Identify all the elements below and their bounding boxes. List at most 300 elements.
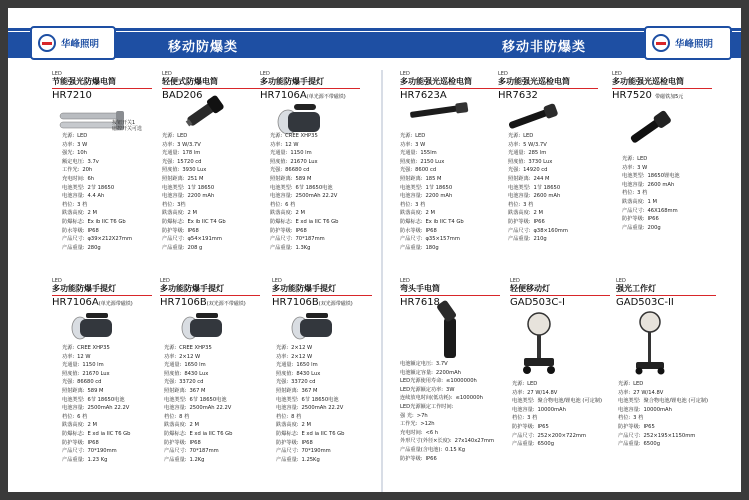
spec-value: 6 档	[77, 413, 88, 420]
spec-key: 光源:	[276, 345, 289, 351]
spec-key: 额定电压:	[62, 158, 85, 165]
name-underline	[162, 88, 262, 89]
spec-value: 15720 cd	[177, 158, 202, 165]
name-underline	[52, 295, 152, 296]
spec-row	[400, 377, 494, 386]
spec-row	[622, 224, 680, 233]
product-image-hr7106b-magnet	[290, 312, 340, 342]
product-model: GAD503C-II	[616, 297, 674, 308]
spec-row	[276, 447, 344, 456]
spec-key: 光通量:	[164, 362, 182, 369]
spec-key: 电池容量:	[164, 405, 187, 412]
spec-key: LED光源额定功率:	[400, 386, 444, 393]
led-tag: LED	[272, 278, 282, 284]
spec-row	[164, 387, 232, 396]
spec-key: 产品尺寸:	[162, 236, 185, 243]
spec-value: 2600 mAh	[647, 181, 675, 188]
product-model: HR7106B(双光源带磁铁)	[272, 297, 353, 308]
spec-value: 1节 18650	[187, 184, 215, 191]
spec-key: 档位:	[62, 201, 75, 208]
spec-key: 产品重量:	[62, 244, 85, 251]
spec-key: 档位:	[622, 190, 635, 197]
spec-key: 产品尺寸:	[512, 432, 535, 439]
spec-row	[508, 175, 568, 184]
spec-key: 光强:	[62, 379, 75, 386]
spec-value: 21670 Lux	[290, 158, 318, 165]
spec-value: φ54×191mm	[187, 236, 222, 243]
product-name: 多功能强光巡检电筒	[400, 77, 472, 86]
spec-row	[164, 430, 232, 439]
spec-key: 电池额定电压:	[400, 361, 433, 367]
spec-value: 8 档	[291, 413, 302, 420]
name-underline	[400, 295, 500, 296]
spec-value: 251 M	[187, 175, 204, 182]
spec-key: 外形尺寸(外径×长度):	[400, 438, 452, 445]
spec-key: 照度值:	[164, 370, 182, 377]
spec-value: 3 档	[633, 415, 644, 422]
spec-row	[508, 192, 568, 201]
spec-row	[162, 158, 226, 167]
spec-list	[62, 132, 132, 252]
brand-logo-left	[30, 26, 116, 60]
spec-row	[622, 155, 680, 164]
spec-row	[276, 421, 344, 430]
spec-key: 防护等级:	[618, 423, 641, 430]
spec-value: LED	[415, 133, 426, 139]
spec-row	[400, 360, 494, 369]
spec-row	[512, 432, 602, 441]
spec-key: 光强:	[270, 167, 283, 174]
spec-row	[270, 244, 338, 253]
spec-key: 产品尺寸:	[62, 448, 85, 455]
spec-key: 产品重量:	[164, 456, 187, 463]
spec-key: 档位:	[400, 201, 413, 208]
spec-value: 252×195×1150mm	[643, 432, 696, 439]
product-card	[612, 71, 728, 103]
spec-row	[508, 141, 568, 150]
spec-key: 照射距离:	[508, 175, 531, 182]
spec-value: 3930 Lux	[182, 167, 207, 174]
spec-list	[400, 132, 464, 252]
spec-key: LED光源使用寿命:	[400, 378, 444, 385]
header-band	[8, 24, 741, 62]
spec-value: 3.7v	[87, 158, 99, 165]
spec-key: 功率:	[270, 141, 283, 148]
spec-value: 70*190mm	[301, 448, 331, 455]
spec-row	[164, 413, 232, 422]
spec-row	[400, 394, 494, 403]
spec-key: 光强:	[162, 158, 175, 165]
spec-key: 光源:	[270, 133, 283, 139]
spec-value: 280g	[87, 244, 101, 251]
spec-row	[276, 370, 344, 379]
spec-row	[62, 132, 132, 141]
product-image-hr7618	[434, 298, 474, 360]
spec-row	[276, 387, 344, 396]
spec-key: 跌落高度:	[508, 210, 531, 217]
spec-key: 产品尺寸:	[618, 432, 641, 439]
spec-value: 6500g	[537, 441, 554, 448]
spec-row	[622, 164, 680, 173]
spec-key: 功率:	[162, 141, 175, 148]
spec-row	[276, 353, 344, 362]
product-name: 弯头手电筒	[400, 284, 440, 293]
spec-value: 27 W/14.8V	[633, 389, 664, 396]
spec-key: 电池容量:	[618, 406, 641, 413]
spec-key: 档位:	[62, 413, 75, 420]
spec-key: 电池类型:	[62, 396, 85, 403]
spec-value: 1.23 Kg	[87, 456, 108, 463]
spec-key: 光源:	[618, 381, 631, 387]
spec-value: 6500g	[643, 441, 660, 448]
spec-value: 3 档	[637, 190, 648, 197]
spec-row	[400, 386, 494, 395]
spec-value: 244 M	[533, 175, 550, 182]
spec-key: 光通量:	[400, 150, 418, 157]
spec-row	[162, 244, 226, 253]
spec-row	[164, 439, 232, 448]
spec-row	[162, 235, 226, 244]
spec-key: 照度值:	[508, 158, 526, 165]
spec-key: 跌落高度:	[622, 198, 645, 205]
switch-note: 按钮开关1 磁控开关可选	[112, 120, 143, 132]
spec-row	[62, 192, 132, 201]
spec-key: 充电时间:	[400, 429, 423, 436]
spec-value: 14920 cd	[523, 167, 548, 174]
led-tag: LED	[616, 278, 626, 284]
spec-key: 档位:	[270, 201, 283, 208]
spec-row	[512, 440, 602, 449]
spec-value: 3 W	[415, 141, 426, 148]
spec-value: Ex ib IIC T6 Gb	[87, 218, 126, 225]
spec-key: 防护等级:	[162, 227, 185, 234]
spec-row	[270, 166, 338, 175]
spec-row	[508, 235, 568, 244]
product-model: GAD503C-I	[510, 297, 565, 308]
spec-key: 功率:	[622, 164, 635, 171]
spec-key: 照射距离:	[162, 175, 185, 182]
name-underline	[260, 88, 360, 89]
spec-key: 光通量:	[62, 362, 80, 369]
spec-row	[62, 166, 132, 175]
spec-row	[270, 141, 338, 150]
name-underline	[616, 295, 716, 296]
spec-row	[400, 403, 494, 412]
spec-row	[164, 370, 232, 379]
spec-row	[512, 414, 602, 423]
spec-key: 产品尺寸:	[400, 236, 423, 243]
spec-value: 6节 18650电池	[301, 396, 339, 403]
spec-key: 跌落高度:	[62, 210, 85, 217]
spec-key: 光通量:	[162, 150, 180, 157]
spec-key: 电池容量:	[62, 405, 85, 412]
spec-key: 档位:	[276, 413, 289, 420]
spec-row	[62, 235, 132, 244]
spec-row	[400, 132, 464, 141]
spec-value: 2节 18650	[87, 184, 115, 191]
section-title-non-explosion-proof: 移动非防爆类	[502, 40, 587, 55]
spec-row	[622, 189, 680, 198]
name-underline	[272, 295, 372, 296]
spec-row	[400, 412, 494, 421]
spec-value: 2 M	[87, 422, 97, 429]
spec-key: 光源:	[62, 345, 75, 351]
spec-key: 电池类型:	[400, 184, 423, 191]
spec-row	[512, 406, 602, 415]
spec-row	[400, 192, 464, 201]
spec-row	[400, 437, 494, 446]
spec-value: 聚合物电池/锂电池 (可定制)	[643, 398, 709, 405]
spec-row	[62, 456, 130, 465]
spec-key: 产品重量:	[618, 441, 641, 448]
spec-value: 1.2Kg	[189, 456, 205, 463]
spec-value: 20h	[82, 167, 93, 174]
spec-value: 6节 18650电池	[189, 396, 227, 403]
spec-row	[400, 429, 494, 438]
spec-value: IP68	[187, 227, 199, 234]
spec-value: 70*187mm	[295, 236, 325, 243]
spec-key: 防爆标志:	[162, 218, 185, 225]
spec-value: 367 M	[189, 387, 206, 394]
spec-key: 功率:	[400, 141, 413, 148]
spec-value: IP68	[301, 439, 313, 446]
product-card	[260, 71, 376, 103]
spec-row	[618, 423, 708, 432]
spec-key: 电池容量:	[276, 405, 299, 412]
spec-key: 电池容量:	[400, 193, 423, 200]
spec-list	[270, 132, 338, 252]
spec-value: 10h	[77, 150, 88, 157]
spec-key: 防爆标志:	[62, 430, 85, 437]
spec-row	[162, 201, 226, 210]
spec-key: 功率:	[62, 353, 75, 360]
spec-key: 功率:	[512, 389, 525, 396]
spec-row	[618, 397, 708, 406]
spec-key: 电池类型:	[270, 184, 293, 191]
led-tag: LED	[260, 71, 270, 77]
product-card	[160, 278, 276, 310]
spec-value: 70*190mm	[87, 448, 117, 455]
spec-value: Ex ib IIC T4 Gb	[425, 218, 464, 225]
spec-key: 电池类型:	[618, 398, 641, 405]
spec-value: 3 档	[77, 201, 88, 208]
spec-key: 防护等级:	[270, 227, 293, 234]
spec-value: 180g	[425, 244, 439, 251]
spec-key: 光强:	[400, 167, 413, 174]
product-image-hr7106b	[180, 312, 230, 342]
spec-key: 电池容量:	[622, 181, 645, 188]
spec-key: 电池容量:	[508, 193, 531, 200]
spec-value: 2×12 W	[179, 353, 201, 360]
brand-logo-right	[644, 26, 732, 60]
spec-row	[400, 446, 494, 455]
spec-value: 18650锂电池	[647, 173, 680, 180]
spec-row	[62, 447, 130, 456]
spec-row	[400, 166, 464, 175]
spec-row	[270, 201, 338, 210]
spec-value: 3730 Lux	[528, 158, 553, 165]
spec-row	[276, 456, 344, 465]
spec-key: 光强:	[508, 167, 521, 174]
spec-key: 档位:	[164, 413, 177, 420]
spec-value: 8430 Lux	[184, 370, 209, 377]
spec-value: 3 档	[523, 201, 534, 208]
spec-value: 10000mAh	[643, 406, 672, 413]
product-model: HR7520 带磁铁加5元	[612, 90, 684, 101]
spec-row	[62, 396, 130, 405]
spec-row	[400, 149, 464, 158]
brand-mark-icon	[652, 34, 670, 52]
spec-row	[400, 420, 494, 429]
spec-row	[508, 227, 568, 236]
spec-row	[276, 378, 344, 387]
product-image-gad503c-i	[514, 310, 564, 376]
spec-key: 防爆标志:	[62, 218, 85, 225]
spec-value: 2500mAh 22.2V	[87, 405, 130, 412]
spec-value: IP68	[87, 227, 99, 234]
spec-row	[618, 414, 708, 423]
spec-row	[62, 244, 132, 253]
spec-key: 产品重量:	[270, 244, 293, 251]
led-tag: LED	[160, 278, 170, 284]
spec-row	[164, 344, 232, 353]
spec-key: 光通量:	[508, 150, 526, 157]
spec-row	[62, 149, 132, 158]
spec-row	[62, 404, 130, 413]
spec-row	[162, 141, 226, 150]
spec-key: 防爆标志:	[270, 218, 293, 225]
spec-row	[270, 132, 338, 141]
spec-row	[400, 201, 464, 210]
spec-key: 电池类型:	[276, 396, 299, 403]
spec-value: 3 档	[415, 201, 426, 208]
spec-row	[162, 166, 226, 175]
spec-row	[270, 218, 338, 227]
spec-value: 3 W/3.7V	[177, 141, 201, 148]
spec-value: 2×12 W	[291, 345, 313, 351]
product-image-hr7106a-magnet	[70, 312, 120, 342]
product-name: 多功能防爆手提灯	[160, 284, 224, 293]
spec-row	[62, 218, 132, 227]
spec-row	[622, 181, 680, 190]
spec-value: 1.3Kg	[295, 244, 311, 251]
spec-row	[270, 235, 338, 244]
spec-row	[62, 344, 130, 353]
spec-key: 工作光:	[62, 167, 80, 174]
product-name: 轻便式防爆电筒	[162, 77, 218, 86]
brand-name: 华峰照明	[61, 39, 100, 50]
spec-value: 27x140x27mm	[454, 438, 495, 445]
spec-value: ≤100000h	[455, 395, 483, 402]
spec-row	[618, 432, 708, 441]
spec-value: >12h	[420, 421, 435, 428]
product-model: BAD206	[162, 90, 203, 101]
spec-row	[164, 361, 232, 370]
spec-value: 3.7V	[435, 361, 448, 367]
spec-key: 功率:	[618, 389, 631, 396]
spec-value: IP68	[189, 439, 201, 446]
spec-key: 光强:	[164, 379, 177, 386]
spec-row	[508, 184, 568, 193]
spec-row	[164, 378, 232, 387]
spec-row	[400, 209, 464, 218]
spec-key: 产品尺寸:	[164, 448, 187, 455]
product-card	[616, 278, 732, 308]
spec-key: 光源:	[162, 133, 175, 139]
spec-key: 电池容量:	[62, 193, 85, 200]
spec-value: 178 lm	[182, 150, 201, 157]
spec-value: φ35×157mm	[425, 236, 460, 243]
spec-list	[164, 344, 232, 464]
spec-value: CREE XHP35	[77, 345, 110, 351]
product-image-hr7520	[622, 108, 678, 148]
spec-value: φ38×160mm	[533, 227, 568, 234]
spec-value: E xd ia IIC T6 Gb	[295, 218, 339, 225]
spec-value: 33720 cd	[179, 379, 204, 386]
spec-row	[164, 396, 232, 405]
name-underline	[400, 88, 500, 89]
spec-row	[276, 413, 344, 422]
spec-key: 跌落高度:	[400, 210, 423, 217]
spec-key: 充电时间:	[62, 175, 85, 182]
spec-value: IP65	[537, 423, 549, 430]
spec-row	[508, 218, 568, 227]
product-name: 轻便移动灯	[510, 284, 550, 293]
spec-key: 光源:	[400, 133, 413, 139]
spec-value: 2 M	[295, 210, 305, 217]
spec-row	[62, 413, 130, 422]
spec-row	[400, 455, 494, 464]
spec-row	[276, 344, 344, 353]
spec-key: 功率:	[508, 141, 521, 148]
spec-value: LED	[523, 133, 534, 139]
brand-mark-icon	[38, 34, 56, 52]
spec-row	[62, 378, 130, 387]
spec-value: IP68	[295, 227, 307, 234]
spec-value: >7h	[416, 412, 428, 419]
spec-key: 功率:	[276, 353, 289, 360]
spec-row	[162, 209, 226, 218]
spec-row	[618, 440, 708, 449]
spec-value: 2600 mAh	[533, 193, 561, 200]
spec-key: 电池容量:	[162, 193, 185, 200]
spec-value: 2 M	[87, 210, 97, 217]
product-model: HR7106B(双光源不带磁铁)	[160, 297, 246, 308]
spec-key: 电池类型:	[162, 184, 185, 191]
led-tag: LED	[400, 71, 410, 77]
spec-row	[162, 149, 226, 158]
spec-row	[508, 209, 568, 218]
name-underline	[52, 88, 152, 89]
spec-row	[162, 192, 226, 201]
spec-value: 210g	[533, 236, 547, 243]
spec-row	[62, 227, 132, 236]
spec-value: CREE XHP35	[179, 345, 212, 351]
spec-key: 产品尺寸:	[270, 236, 293, 243]
product-model: HR7632	[498, 90, 538, 101]
spec-value: 1.25Kg	[301, 456, 320, 463]
spec-row	[618, 380, 708, 389]
product-card	[510, 278, 626, 308]
spec-value: 2200 mAh	[187, 193, 215, 200]
spec-row	[164, 456, 232, 465]
spec-value: 10000mAh	[537, 406, 566, 413]
led-tag: LED	[612, 71, 622, 77]
product-image-bad206	[178, 92, 228, 134]
spec-key: 档位:	[618, 415, 631, 422]
spec-value: 200g	[647, 224, 661, 231]
spec-row	[62, 353, 130, 362]
